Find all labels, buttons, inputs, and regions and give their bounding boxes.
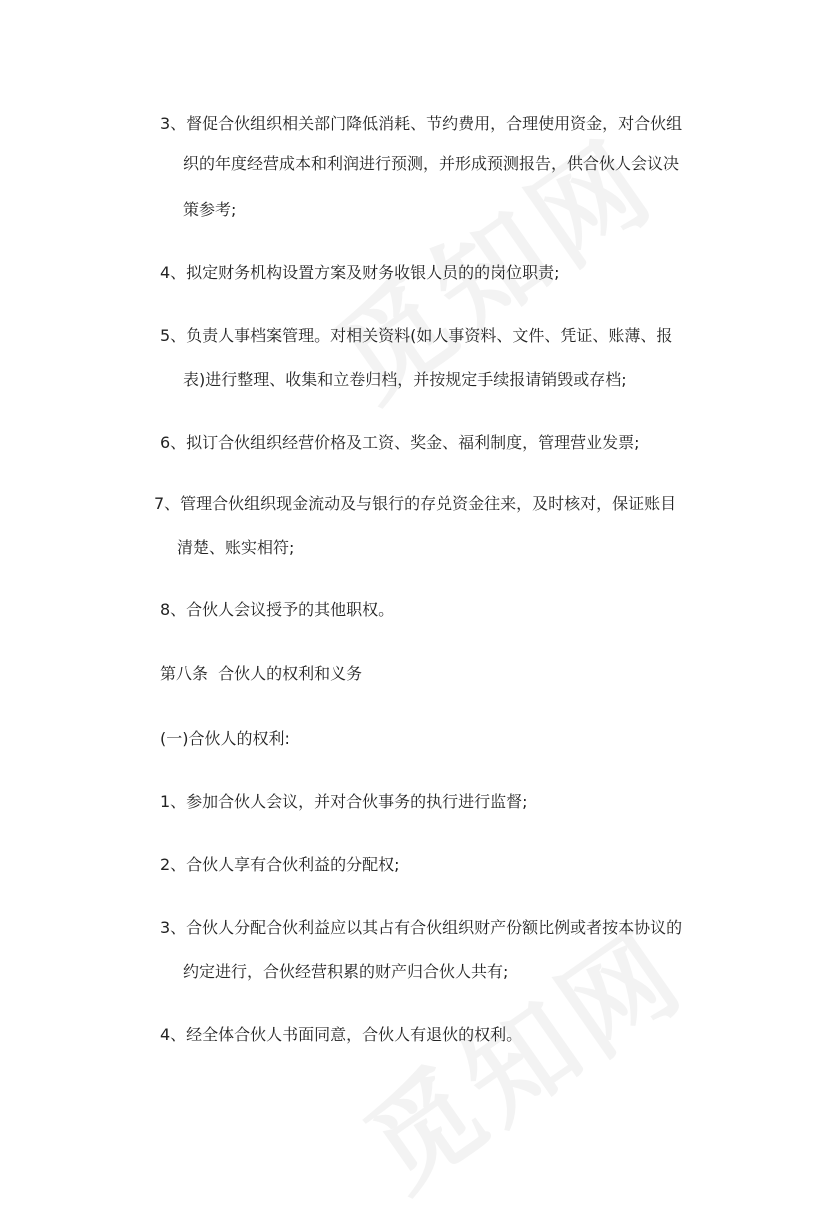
section-heading: 第八条 合伙人的权利和义务 (160, 664, 363, 683)
item-line: 8、合伙人会议授予的其他职权。 (160, 600, 395, 619)
item-line: 3、督促合伙组织相关部门降低消耗、节约费用，合理使用资金，对合伙组 (160, 114, 683, 133)
item-line: 4、拟定财务机构设置方案及财务收银人员的的岗位职责; (160, 263, 560, 282)
item-line: 4、经全体合伙人书面同意，合伙人有退伙的权利。 (160, 1025, 523, 1044)
item-line: 约定进行，合伙经营积累的财产归合伙人共有; (183, 962, 509, 981)
item-line: 策参考; (183, 200, 237, 219)
item-line: 3、合伙人分配合伙利益应以其占有合伙组织财产份额比例或者按本协议的 (160, 918, 683, 937)
item-line: 2、合伙人享有合伙利益的分配权; (160, 855, 400, 874)
item-line: 清楚、账实相符; (177, 538, 295, 557)
item-line: 7、管理合伙组织现金流动及与银行的存兑资金往来，及时核对，保证账目 (154, 494, 677, 513)
item-line: 1、参加合伙人会议，并对合伙事务的执行进行监督; (160, 792, 528, 811)
item-line: 织的年度经营成本和利润进行预测，并形成预测报告，供合伙人会议决 (183, 154, 680, 173)
item-line: 6、拟订合伙组织经营价格及工资、奖金、福利制度，管理营业发票; (160, 433, 640, 452)
item-line: 表)进行整理、收集和立卷归档，并按规定手续报请销毁或存档; (183, 370, 627, 389)
item-line: 5、负责人事档案管理。对相关资料(如人事资料、文件、凭证、账薄、报 (160, 326, 673, 345)
subsection-title: (一)合伙人的权利: (160, 729, 290, 748)
